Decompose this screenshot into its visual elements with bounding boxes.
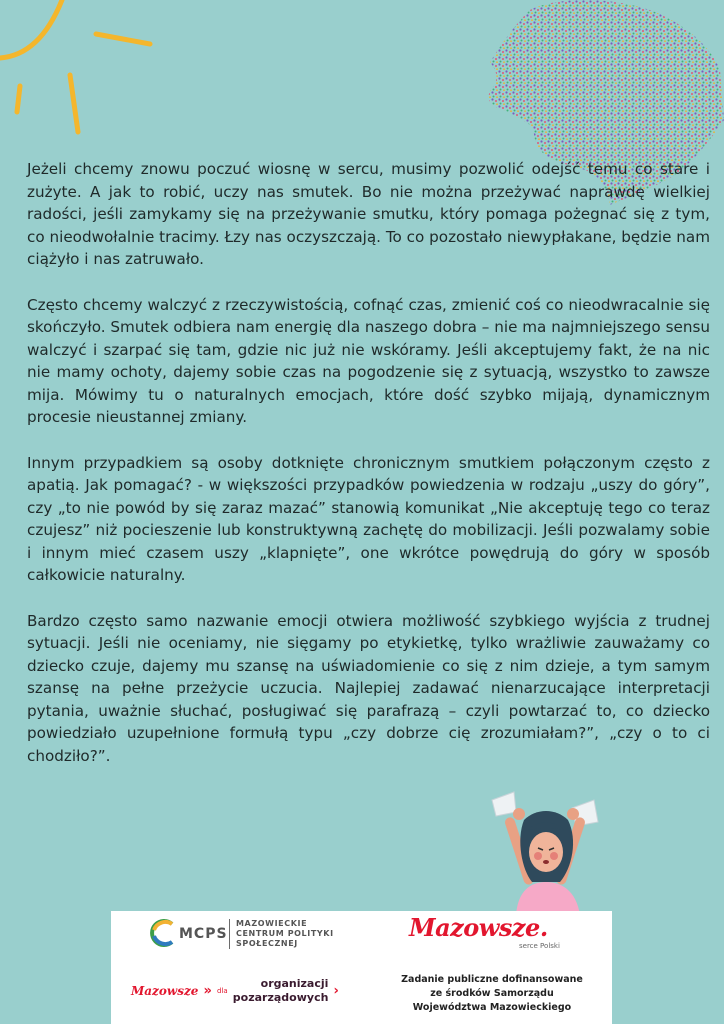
- organizations-logo: [131, 977, 339, 1005]
- funding-line: Województwa Mazowieckiego: [412, 1002, 572, 1013]
- mazowsze-logo: Mazowsze.: [409, 913, 548, 942]
- mcps-abbr: MCPS: [179, 926, 228, 942]
- mcps-line: MAZOWIECKIE: [236, 919, 308, 928]
- org-line: organizacji: [260, 977, 329, 990]
- sponsor-footer: [111, 911, 612, 1024]
- article-body: [27, 158, 710, 790]
- org-end: ›: [333, 983, 339, 999]
- frustrated-girl-illustration: [486, 790, 606, 915]
- paragraph: Często chcemy walczyć z rzeczywistością, cofnąć czas, zmienić coś co nieodwracalnie się skończyło. Smutek odbiera nam energię dla naszego dobra – nie ma najmniejszego sensu walczyć i szarpać się tam, gdzie nic już nie wskóramy. Jeśli akceptujemy fakt, że na nic nie mamy ochoty, dajemy sobie czas na pogodzenie się z sytuacją, wszystko to zawsze mija. Mówimy tu o naturalnych emocjach, które dość szybko mijają, dynamicznym procesie nieustannej zmiany.: [27, 295, 710, 426]
- org-line: pozarządowych: [232, 991, 329, 1004]
- paragraph: Innym przypadkiem są osoby dotknięte chronicznym smutkiem połączonym często z apatią. Jak pomagać? - w większości przypadków powiedzenia w rodzaju „uszy do góry”, czy „to nie powód by się zaraz mazać” stanowią komunikat „Nie akceptuję tego co teraz czujesz” niż pocieszenie lub konstruktywną zachętę do mobilizacji. Jeśli pozwalamy sobie i innym mieć czasem uszy „klapnięte”, one wkrótce powędrują do góry w sposób całkowicie naturalny.: [27, 453, 710, 584]
- mcps-fullname: [229, 919, 334, 949]
- org-name: [233, 977, 329, 1005]
- org-arrows: »: [203, 983, 212, 999]
- funding-note: [383, 973, 601, 1015]
- mcps-line: CENTRUM POLITYKI: [236, 929, 334, 938]
- mcps-line: SPOŁECZNEJ: [236, 939, 298, 948]
- paragraph: Bardzo często samo nazwanie emocji otwiera możliwość szybkiego wyjścia z trudnej sytuacji. Jeśli nie oceniamy, nie sięgamy po etykietkę, tylko wrażliwie zauważamy co dziecko czuje, dajemy mu szansę na uświadomienie co się z nim dzieje, a tym samym szansę na pełne przeżycie uczucia. Najlepiej zadawać nienarzucające interpretacji pytania, uważnie słuchać, posługiwać się parafrazą – czyli powtarzać to, co dziecko powiedziało uzupełnione formułą typu „czy dobrze cię zrozumiałam?”, „czy o to ci chodziło?”.: [27, 611, 710, 765]
- mcps-logo-icon: [148, 918, 178, 948]
- org-brand: Mazowsze: [131, 984, 199, 998]
- mazowsze-tagline: serce Polski: [519, 942, 560, 950]
- funding-line: ze środków Samorządu: [430, 988, 554, 999]
- funding-line: Zadanie publiczne dofinansowane: [401, 974, 583, 985]
- paragraph: Jeżeli chcemy znowu poczuć wiosnę w sercu, musimy pozwolić odejść temu co stare i zużyte. A jak to robić, uczy nas smutek. Bo nie można przeżywać naprawdę wielkiej radości, jeśli zamykamy się na przeżywanie smutku, który pomaga pożegnać się z tym, co nieodwołalnie tracimy. Łzy nas oczyszczają. To co pozostało niewypłakane, będzie nam ciążyło i nas zatruwało.: [27, 160, 710, 268]
- org-dla: dla: [217, 987, 228, 995]
- sun-rays-icon: [0, 0, 160, 140]
